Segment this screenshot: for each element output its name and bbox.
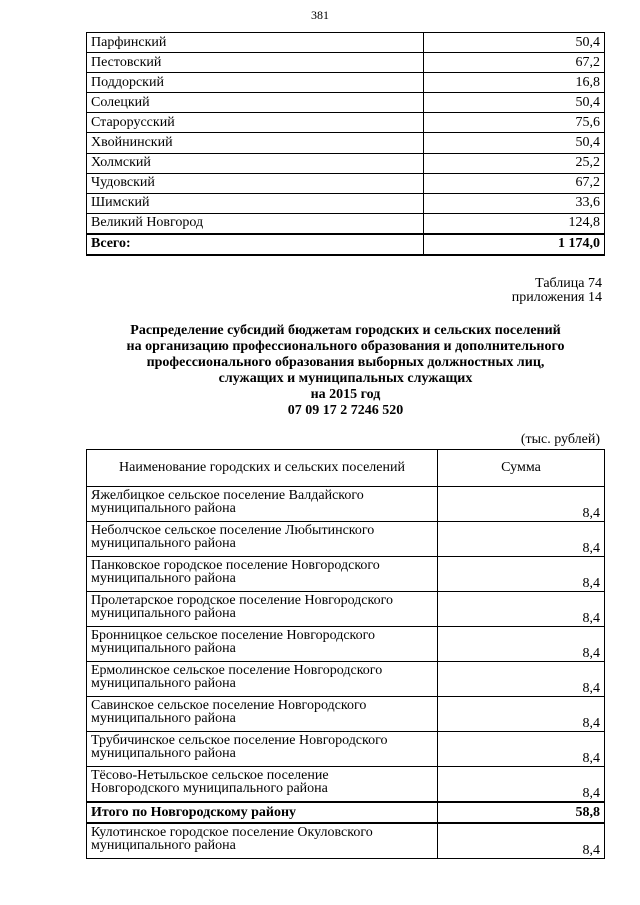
table-row bbox=[87, 627, 605, 662]
row-value: 8,4 bbox=[438, 767, 605, 803]
row-value: 8,4 bbox=[438, 732, 605, 767]
table-row bbox=[87, 173, 605, 193]
table-row bbox=[87, 732, 605, 767]
table-row bbox=[87, 113, 605, 133]
table-row bbox=[87, 193, 605, 213]
table-label bbox=[512, 277, 602, 305]
row-value: 8,4 bbox=[438, 627, 605, 662]
table-header-row bbox=[87, 450, 605, 487]
row-value: 124,8 bbox=[424, 213, 605, 234]
table-row bbox=[87, 823, 605, 859]
row-name bbox=[87, 522, 438, 557]
row-name: Чудовский bbox=[87, 173, 424, 193]
total-row bbox=[87, 234, 605, 255]
table-row bbox=[87, 213, 605, 234]
row-value: 67,2 bbox=[424, 173, 605, 193]
row-value: 50,4 bbox=[424, 93, 605, 113]
row-name bbox=[87, 487, 438, 522]
table-heading bbox=[86, 323, 605, 419]
column-header-sum: Сумма bbox=[438, 450, 605, 487]
row-value: 8,4 bbox=[438, 522, 605, 557]
row-name: Парфинский bbox=[87, 33, 424, 53]
table-row bbox=[87, 557, 605, 592]
row-value: 8,4 bbox=[438, 662, 605, 697]
row-value: 16,8 bbox=[424, 73, 605, 93]
appendix-number: приложения 14 bbox=[511, 290, 602, 305]
row-name: Великий Новгород bbox=[87, 213, 424, 234]
row-name-line: муниципального района bbox=[91, 536, 236, 551]
row-name: Шимский bbox=[87, 193, 424, 213]
row-value: 33,6 bbox=[424, 193, 605, 213]
row-name-line: Бронницкое сельское поселение Новгородского bbox=[91, 628, 376, 643]
row-name-line: муниципального района bbox=[91, 501, 236, 516]
table-row bbox=[87, 697, 605, 732]
row-value: 50,4 bbox=[424, 33, 605, 53]
row-name-line: муниципального района bbox=[91, 746, 236, 761]
row-name: Солецкий bbox=[87, 93, 424, 113]
heading-line: Распределение субсидий бюджетам городских и сельских поселений bbox=[130, 323, 561, 338]
row-name bbox=[87, 697, 438, 732]
row-name-line: муниципального района bbox=[91, 641, 236, 656]
table-row bbox=[87, 662, 605, 697]
total-value: 1 174,0 bbox=[424, 234, 605, 255]
row-name-line: муниципального района bbox=[91, 838, 236, 853]
table-row bbox=[87, 487, 605, 522]
table-row bbox=[87, 93, 605, 113]
subtotal-label: Итого по Новгородскому району bbox=[87, 802, 438, 823]
row-name: Старорусский bbox=[87, 113, 424, 133]
row-name bbox=[87, 662, 438, 697]
page-number: 381 bbox=[311, 8, 329, 22]
row-name-line: муниципального района bbox=[91, 676, 236, 691]
row-value: 50,4 bbox=[424, 133, 605, 153]
table-row bbox=[87, 73, 605, 93]
row-name bbox=[87, 627, 438, 662]
heading-line: на организацию профессионального образования и дополнительного bbox=[126, 339, 565, 354]
row-name: Поддорский bbox=[87, 73, 424, 93]
table-row bbox=[87, 133, 605, 153]
top-table bbox=[86, 32, 605, 256]
row-value: 8,4 bbox=[438, 697, 605, 732]
table-row bbox=[87, 592, 605, 627]
row-name: Пестовский bbox=[87, 53, 424, 73]
row-name bbox=[87, 592, 438, 627]
row-value: 75,6 bbox=[424, 113, 605, 133]
row-value: 8,4 bbox=[438, 592, 605, 627]
total-label: Всего: bbox=[87, 234, 424, 255]
row-name-line: Яжелбицкое сельское поселение Валдайского bbox=[91, 488, 364, 503]
row-name-line: муниципального района bbox=[91, 711, 236, 726]
table-row bbox=[87, 767, 605, 803]
subtotal-value: 58,8 bbox=[438, 802, 605, 823]
row-name-line: муниципального района bbox=[91, 606, 236, 621]
row-name bbox=[87, 823, 438, 859]
row-name bbox=[87, 732, 438, 767]
subtotal-row bbox=[87, 802, 605, 823]
row-name-line: Савинское сельское поселение Новгородского bbox=[91, 698, 367, 713]
heading-code: 07 09 17 2 7246 520 bbox=[287, 403, 404, 418]
row-value: 8,4 bbox=[438, 823, 605, 859]
row-name-line: муниципального района bbox=[91, 571, 236, 586]
row-value: 67,2 bbox=[424, 53, 605, 73]
column-header-name: Наименование городских и сельских поселений bbox=[87, 450, 438, 487]
row-name bbox=[87, 767, 438, 803]
row-name-line: Панковское городское поселение Новгородского bbox=[91, 558, 380, 573]
row-name-line: Неболчское сельское поселение Любытинского bbox=[91, 523, 375, 538]
row-value: 8,4 bbox=[438, 487, 605, 522]
row-name bbox=[87, 557, 438, 592]
row-name: Хвойнинский bbox=[87, 133, 424, 153]
table-row bbox=[87, 153, 605, 173]
row-name-line: Кулотинское городское поселение Окуловского bbox=[91, 825, 373, 840]
row-name-line: Пролетарское городское поселение Новгородского bbox=[91, 593, 393, 608]
table-number: Таблица 74 bbox=[535, 276, 602, 291]
table-row bbox=[87, 33, 605, 53]
table-row bbox=[87, 53, 605, 73]
heading-line: профессионального образования выборных должностных лиц, bbox=[146, 355, 545, 370]
row-name-line: Тёсово-Нетыльское сельское поселение bbox=[91, 768, 329, 783]
row-name-line: Трубичинское сельское поселение Новгородского bbox=[91, 733, 388, 748]
bottom-table bbox=[86, 449, 605, 859]
row-name: Холмский bbox=[87, 153, 424, 173]
row-value: 8,4 bbox=[438, 557, 605, 592]
row-value: 25,2 bbox=[424, 153, 605, 173]
table-row bbox=[87, 522, 605, 557]
heading-line: служащих и муниципальных служащих bbox=[218, 371, 473, 386]
row-name-line: Ермолинское сельское поселение Новгородского bbox=[91, 663, 383, 678]
row-name-line: Новгородского муниципального района bbox=[91, 781, 328, 796]
unit-label: (тыс. рублей) bbox=[520, 432, 600, 447]
heading-line: на 2015 год bbox=[310, 387, 381, 402]
